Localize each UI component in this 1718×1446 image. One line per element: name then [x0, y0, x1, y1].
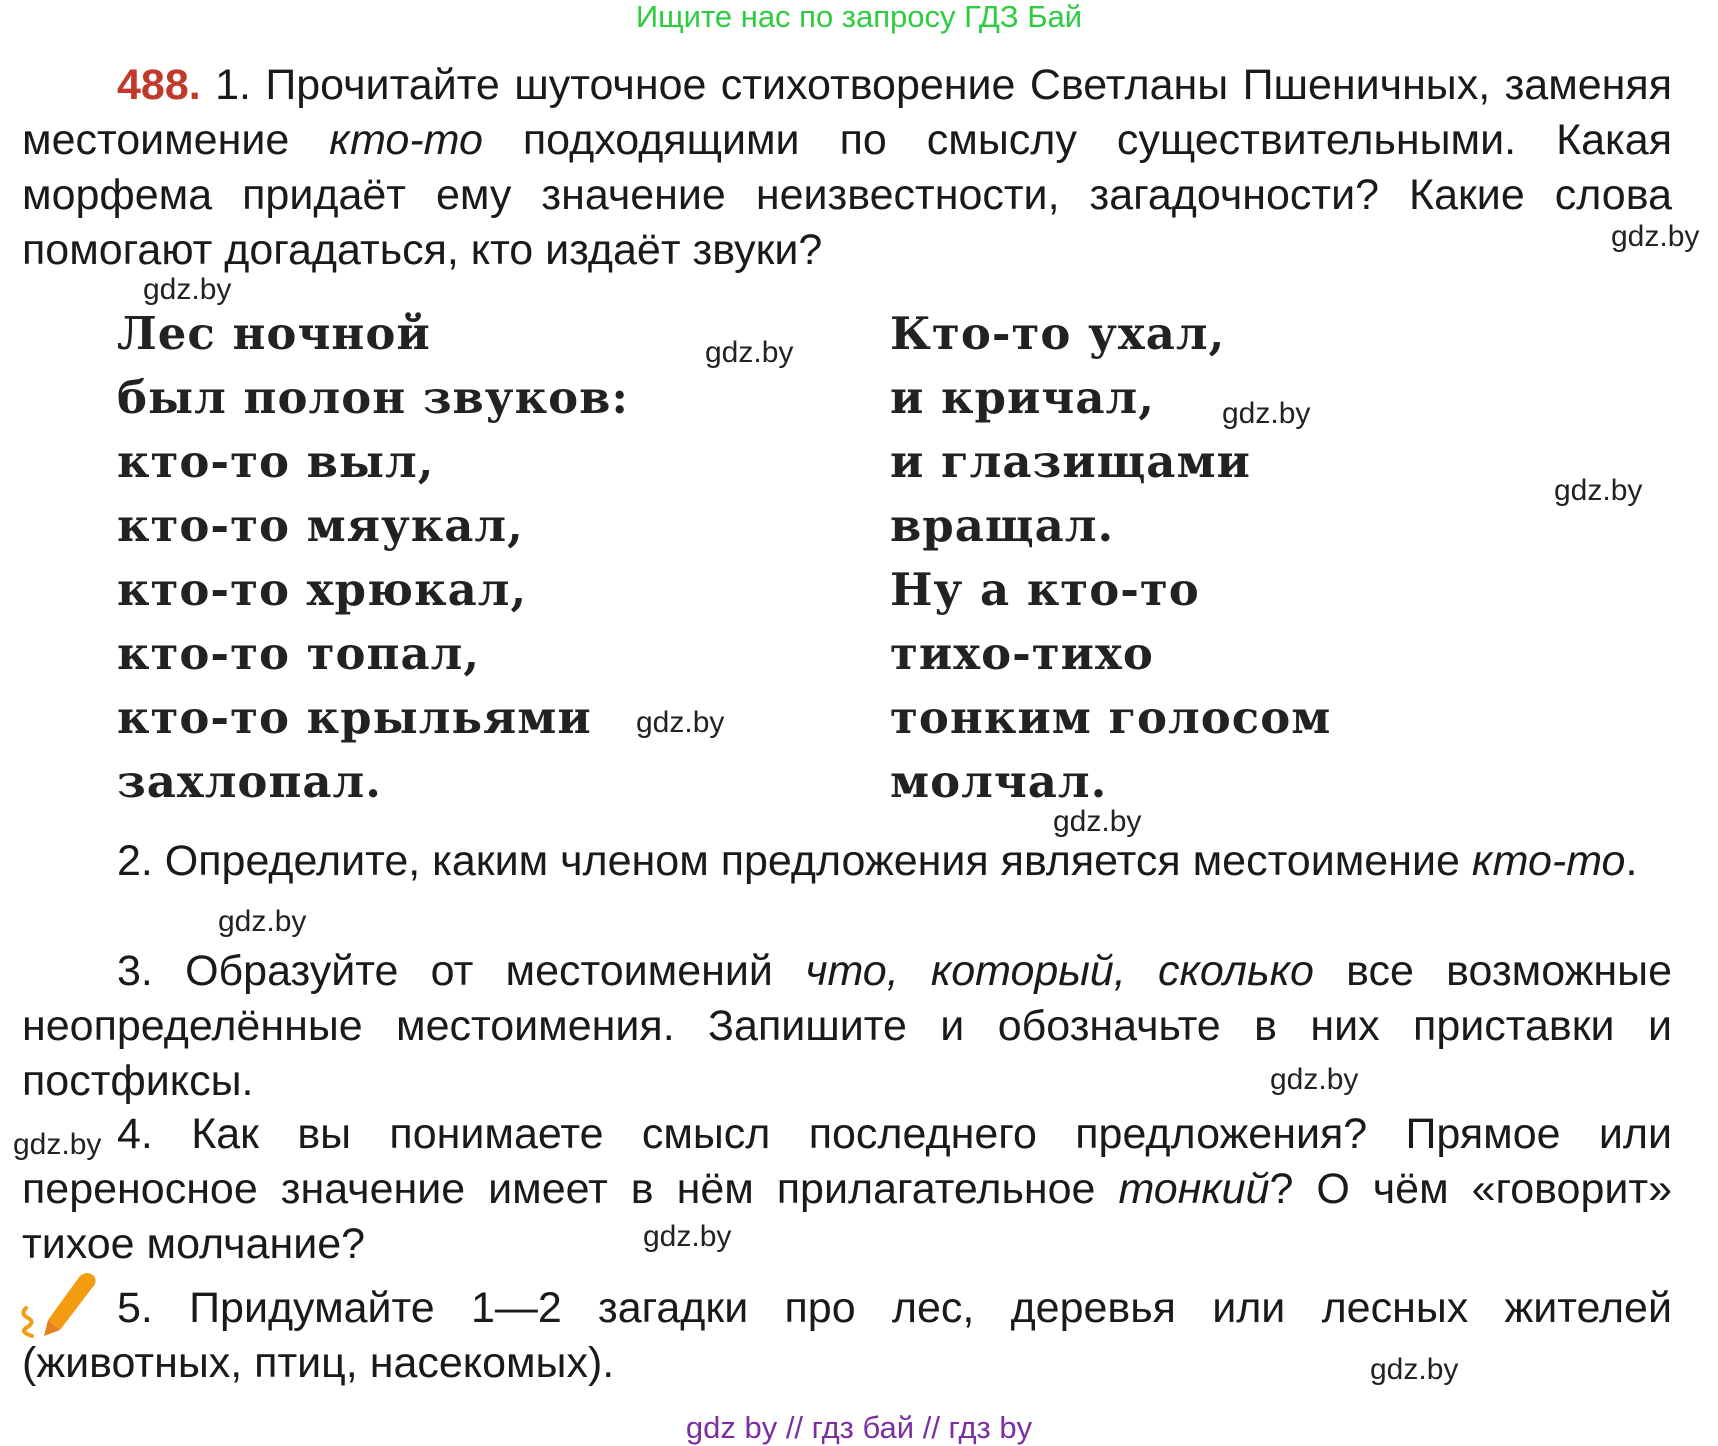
- task-1: 488. 1. Прочитайте шуточное стихотворение Светланы Пшеничных, заменяя местоимение кто-то подходящими по смыслу существительными. Какая морфема придаёт ему значение неизвестности, загадочности? Какие слова помогают догадаться, кто издаёт звуки?: [22, 61, 1672, 274]
- poem-right-column: [890, 302, 1331, 814]
- poem-line: кто-то мяукал,: [117, 499, 524, 552]
- watermark: gdz.by: [218, 905, 307, 938]
- task-5: 5. Придумайте 1—2 загадки про лес, деревья или лесных жителей (животных, птиц, насекомых).: [22, 1284, 1672, 1387]
- poem-line: был полон звуков:: [117, 371, 629, 424]
- poem-line: тихо-тихо: [890, 627, 1154, 680]
- poem-line: кто-то крыльями: [117, 691, 592, 744]
- task-4: 4. Как вы понимаете смысл последнего предложения? Прямое или переносное значение имеет в нём прилагательное тонкий? О чём «говорит» тихое молчание?: [22, 1110, 1673, 1268]
- poem-line: и кричал,: [890, 371, 1155, 424]
- top-banner[interactable]: Ищите нас по запросу ГДЗ Бай: [635, 0, 1083, 34]
- exercise-number: 488.: [117, 61, 201, 109]
- watermark: gdz.by: [1554, 474, 1643, 507]
- poem-line: Кто-то ухал,: [890, 307, 1226, 360]
- watermark: gdz.by: [13, 1128, 102, 1161]
- poem-line: Ну а кто-то: [890, 563, 1200, 616]
- watermark: gdz.by: [1222, 397, 1311, 430]
- watermark: gdz.by: [1053, 805, 1142, 838]
- watermark: gdz.by: [636, 706, 725, 739]
- poem-line: и глазищами: [890, 435, 1251, 488]
- task-2: 2. Определите, каким членом предложения является местоимение кто-то.: [117, 837, 1638, 885]
- watermark: gdz.by: [1611, 220, 1700, 253]
- poem-line: Лес ночной: [117, 307, 431, 360]
- task-3: 3. Образуйте от местоимений что, который, сколько все возможные неопределённые местоимения. Запишите и обозначьте в них приставки и постфиксы.: [22, 947, 1672, 1105]
- poem-line: тонким голосом: [890, 691, 1332, 744]
- poem-line: кто-то хрюкал,: [117, 563, 528, 616]
- poem-line: кто-то выл,: [117, 435, 435, 488]
- poem-line: молчал.: [890, 755, 1108, 808]
- watermark: gdz.by: [643, 1220, 732, 1253]
- poem-line: захлопал.: [117, 755, 382, 808]
- poem-line: вращал.: [890, 499, 1115, 552]
- poem-left-column: [117, 302, 629, 814]
- watermark: gdz.by: [1370, 1353, 1459, 1386]
- watermark: gdz.by: [705, 336, 794, 369]
- poem-line: кто-то топал,: [117, 627, 481, 680]
- watermark: gdz.by: [1270, 1063, 1359, 1096]
- watermark: gdz.by: [143, 273, 232, 306]
- footer-links[interactable]: gdz by // гдз бай // гдз by: [685, 1410, 1033, 1445]
